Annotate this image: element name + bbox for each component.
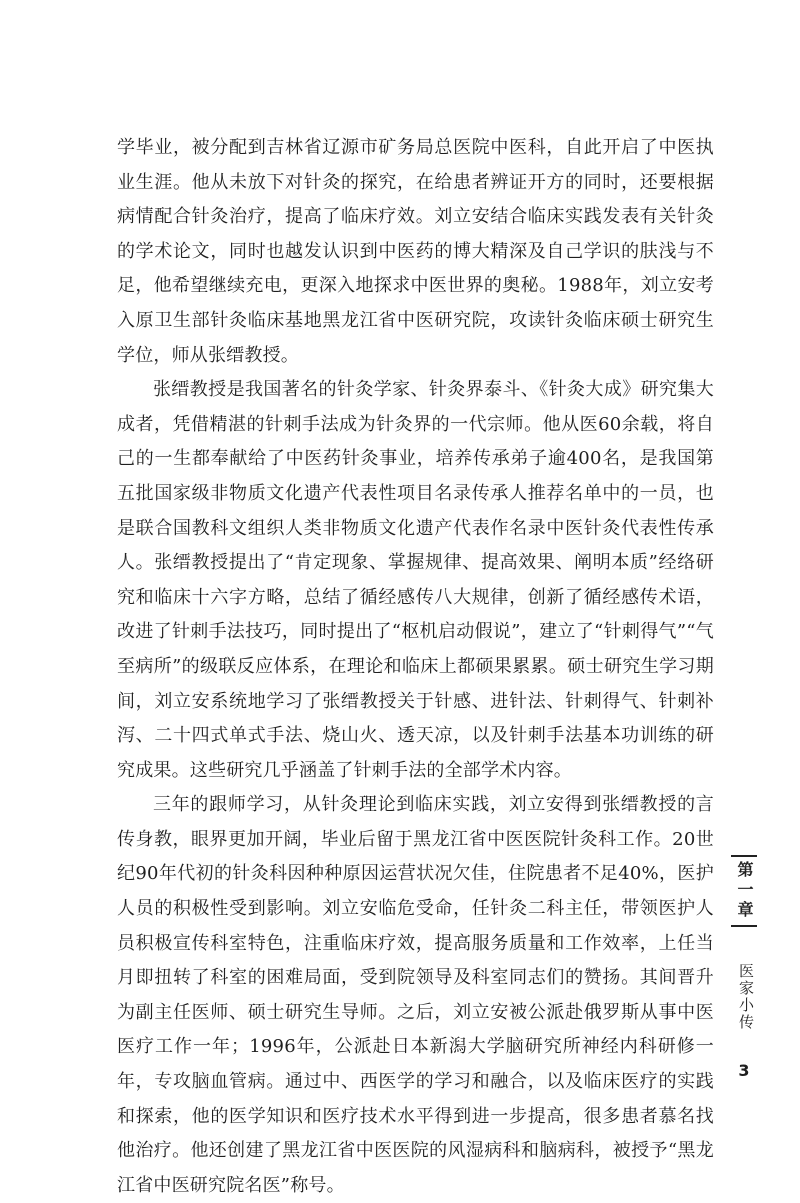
chapter-top-rule <box>731 855 757 857</box>
paragraph-2: 张缙教授是我国著名的针灸学家、针灸界泰斗、《针灸大成》研究集大成者，凭借精湛的针刺手法成为针灸界的一代宗师。他从医60余载，将自己的一生都奉献给了中医药针灸事业，培养传承弟子逾400名，是我国第五批国家级非物质文化遗产代表性项目名录传承人推荐名单中的一员，也是联合国教科文组织人类非物质文化遗产代表作名录中医针灸代表性传承人。张缙教授提出了“肯定现象、掌握规律、提高效果、阐明本质”经络研究和临床十六字方略，总结了循经感传八大规律，创新了循经感传术语，改进了针刺手法技巧，同时提出了“枢机启动假说”，建立了“针刺得气”“气至病所”的级联反应体系，在理论和临床上都硕果累累。硕士研究生学习期间，刘立安系统地学习了张缙教授关于针感、进针法、针刺得气、针刺补泻、二十四式单式手法、烧山火、透天凉，以及针刺手法基本功训练的研究成果。这些研究几乎涵盖了针刺手法的全部学术内容。 <box>117 379 714 781</box>
page-number: 3 <box>738 1061 750 1080</box>
paragraph-3: 三年的跟师学习，从针灸理论到临床实践，刘立安得到张缙教授的言传身教，眼界更加开阔，毕业后留于黑龙江省中医医院针灸科工作。20世纪90年代初的针灸科因种种原因运营状况欠佳，住院患者不足40%，医护人员的积极性受到影响。刘立安临危受命，任针灸二科主任，带领医护人员积极宣传科室特色，注重临床疗效，提高服务质量和工作效率，上任当月即扭转了科室的困难局面，受到院领导及科室同志们的赞扬。其间晋升为副主任医师、硕士研究生导师。之后，刘立安被公派赴俄罗斯从事中医医疗工作一年；1996年，公派赴日本新潟大学脑研究所神经内科研修一年，专攻脑血管病。通过中、西医学的学习和融合，以及临床医疗的实践和探索，他的医学知识和医疗技术水平得到进一步提高，很多患者慕名找他治疗。他还创建了黑龙江省中医医院的风湿病科和脑病科，被授予“黑龙江省中医研究院名医”称号。 <box>117 794 714 1196</box>
chapter-label <box>731 855 757 927</box>
main-text <box>117 131 714 1203</box>
chapter-bottom-rule <box>731 925 757 927</box>
paragraph-1: 学毕业，被分配到吉林省辽源市矿务局总医院中医科，自此开启了中医执业生涯。他从未放下对针灸的探究，在给患者辨证开方的同时，还要根据病情配合针灸治疗，提高了临床疗效。刘立安结合临床实践发表有关针灸的学术论文，同时也越发认识到中医药的博大精深及自己学识的肤浅与不足，他希望继续充电，更深入地探求中医世界的奥秘。1988年，刘立安考入原卫生部针灸临床基地黑龙江省中医研究院，攻读针灸临床硕士研究生学位，师从张缙教授。 <box>117 137 714 366</box>
section-title: 医家小传 <box>737 963 755 1031</box>
chapter-title: 第一章 <box>735 861 754 921</box>
chapter-side-tab <box>731 855 757 1045</box>
